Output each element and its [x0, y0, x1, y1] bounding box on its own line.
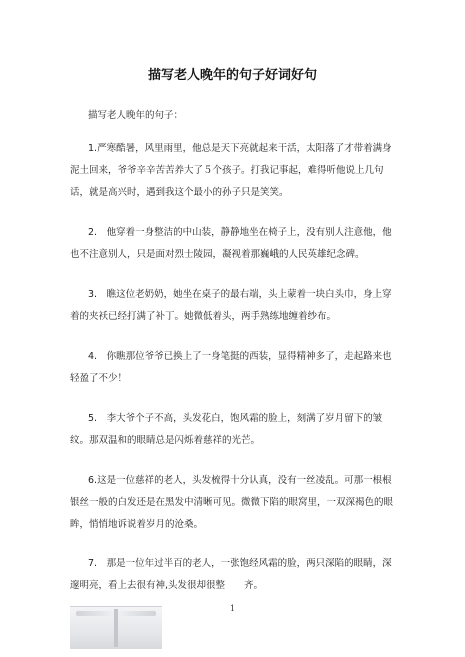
paragraph-6: 6.这是一位慈祥的老人，头发梳得十分认真，没有一丝凌乱。可那一根根银丝一般的白发还是在黑发中清晰可见。微微下陷的眼窝里，一双深褐色的眼眸，悄悄地诉说着岁月的沧桑。: [70, 475, 394, 530]
book-spine: [114, 609, 118, 647]
paragraph-2: 2. 他穿着一身整洁的中山装，静静地坐在椅子上，没有别人注意他，他也不注意别人，只是面对烈士陵园，凝视着那巍峨的人民英雄纪念碑。: [70, 227, 392, 260]
paragraph-1: 1.严寒酷暑，风里雨里，他总是天下亮就起来干活，太阳落了才带着满身泥土回来，爷爷辛辛苦苦养大了５个孩子。打我记事起，难得听他说上几句话，就是高兴时，遇到我这个最小的孙子只是笑笑。: [70, 143, 392, 198]
paragraph-3: 3. 瞧这位老奶奶，她坐在桌子的最右端，头上蒙着一块白头巾，身上穿着的夹袄已经打满了补丁。她微低着头，两手熟练地缠着纱布。: [70, 289, 392, 322]
intro-line: 描写老人晚年的句子：: [88, 110, 184, 121]
page-number: 1: [229, 604, 236, 613]
paragraph-4: 4. 你瞧那位爷爷已换上了一身笔挺的西装，显得精神多了，走起路来也轻盈了不少！: [70, 351, 392, 384]
document-title: 描写老人晚年的句子好词好句: [147, 68, 317, 83]
paragraph-7: 7. 那是一位年过半百的老人，一张饱经风霜的脸，两只深陷的眼睛，深邃明亮，看上去很有神,头发很却很整 齐。: [70, 558, 392, 591]
paragraph-5: 5. 李大爷个子不高，头发花白，饱风霜的脸上，刻满了岁月留下的皱纹。那双温和的眼睛总是闪烁着慈祥的光芒。: [70, 413, 383, 446]
